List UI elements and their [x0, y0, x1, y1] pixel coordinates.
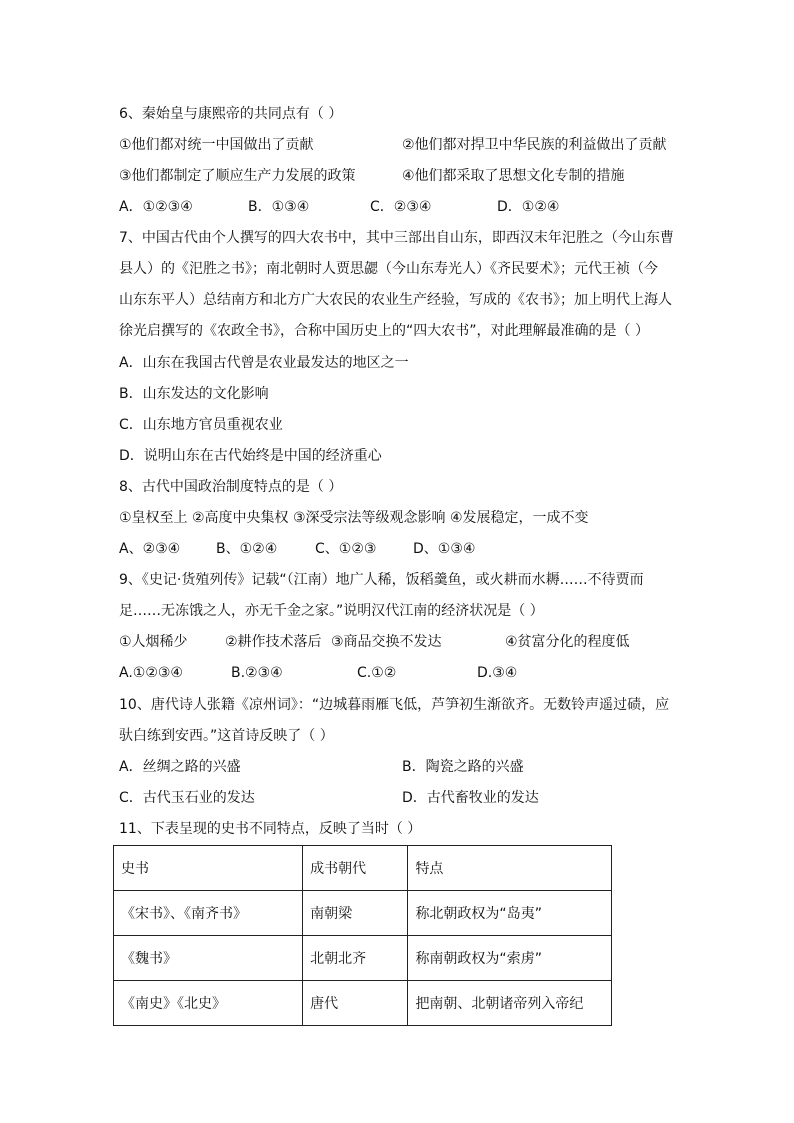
q9-option-1: ①人烟稀少: [119, 634, 188, 650]
q9-choice-d: D.③④: [477, 665, 518, 681]
q8-choice-a: A、②③④: [119, 541, 181, 557]
table-row: [114, 891, 612, 936]
table-header-cell: 史书: [114, 846, 303, 891]
table-header-cell: 成书朝代: [303, 846, 408, 891]
q6-option-4: ④他们都采取了思想文化专制的措施: [402, 168, 625, 184]
q11-stem: 11、下表呈现的史书不同特点，反映了当时（ ）: [119, 821, 422, 837]
table-row: [114, 981, 612, 1026]
q6-choice-c: C．②③④: [370, 199, 432, 215]
table-cell: 称南朝政权为“索虏”: [408, 936, 612, 981]
table-cell: 北朝北齐: [303, 936, 408, 981]
q8-stem: 8、古代中国政治制度特点的是（ ）: [119, 479, 343, 495]
table-cell: 《宋书》、《南齐书》: [114, 891, 303, 936]
q7-stem-line-4: 徐光启撰写的《农政全书》，合称中国历史上的“四大农书”，对此理解最准确的是（ ）: [119, 323, 649, 339]
q7-stem-line-2: 县人）的《汜胜之书》；南北朝时人贾思勰（今山东寿光人）《齐民要术》；元代王祯（今: [119, 261, 658, 277]
q6-option-3: ③他们都制定了顺应生产力发展的政策: [119, 168, 356, 184]
q9-choice-b: B.②③④: [231, 665, 283, 681]
q7-stem-line-1: 7、中国古代由个人撰写的四大农书中，其中三部出自山东，即西汉末年汜胜之（今山东曹: [119, 230, 674, 246]
table-header-row: [114, 846, 612, 891]
q10-choice-a: A．丝绸之路的兴盛: [119, 759, 241, 775]
q10-choice-d: D．古代畜牧业的发达: [402, 790, 539, 806]
q9-choice-a: A.①②③④: [119, 665, 183, 681]
history-books-table: [113, 845, 612, 1026]
q8-options: ①皇权至上 ②高度中央集权 ③深受宗法等级观念影响 ④发展稳定，一成不变: [119, 510, 589, 526]
q6-choice-b: B．①③④: [248, 199, 310, 215]
table-cell: 南朝梁: [303, 891, 408, 936]
q9-option-3: ③商品交换不发达: [331, 634, 442, 650]
q9-choice-c: C.①②: [357, 665, 397, 681]
table-row: [114, 936, 612, 981]
q6-stem: 6、秦始皇与康熙帝的共同点有（ ）: [119, 106, 343, 122]
table-header-cell: 特点: [408, 846, 612, 891]
table-cell: 唐代: [303, 981, 408, 1026]
q9-option-4: ④贫富分化的程度低: [505, 634, 630, 650]
q7-choice-d: D．说明山东在古代始终是中国的经济重心: [119, 448, 382, 464]
q9-option-2: ②耕作技术落后: [225, 634, 322, 650]
table-cell: 把南朝、北朝诸帝列入帝纪: [408, 981, 612, 1026]
q8-choice-b: B、①②④: [216, 541, 278, 557]
q6-option-2: ②他们都对捍卫中华民族的利益做出了贡献: [402, 137, 667, 153]
q9-stem-line-2: 足……无冻饿之人，亦无千金之家。”说明汉代江南的经济状况是（ ）: [119, 603, 544, 619]
q10-stem-line-1: 10、唐代诗人张籍《凉州词》：“边城暮雨雁飞低，芦笋初生渐欲齐。无数铃声遥过碛，应: [119, 697, 670, 713]
q7-choice-c: C．山东地方官员重视农业: [119, 417, 283, 433]
q10-stem-line-2: 驮白练到安西。”这首诗反映了（ ）: [119, 728, 334, 744]
q10-choice-b: B．陶瓷之路的兴盛: [402, 759, 524, 775]
q6-option-1: ①他们都对统一中国做出了贡献: [119, 137, 314, 153]
q7-choice-a: A．山东在我国古代曾是农业最发达的地区之一: [119, 355, 409, 371]
table-cell: 称北朝政权为“岛夷”: [408, 891, 612, 936]
table-cell: 《南史》《北史》: [114, 981, 303, 1026]
q6-choice-a: A．①②③④: [119, 199, 193, 215]
q8-choice-d: D、①③④: [413, 541, 476, 557]
table-cell: 《魏书》: [114, 936, 303, 981]
q8-choice-c: C、①②③: [315, 541, 377, 557]
q9-stem-line-1: 9、《史记·货殖列传》记载“（江南）地广人稀，饭稻羹鱼，或火耕而水耨……不待贾而: [119, 572, 644, 588]
q6-choice-d: D．①②④: [497, 199, 560, 215]
q7-stem-line-3: 山东东平人）总结南方和北方广大农民的农业生产经验，写成的《农书》；加上明代上海人: [119, 292, 672, 308]
q7-choice-b: B．山东发达的文化影响: [119, 386, 269, 402]
q10-choice-c: C．古代玉石业的发达: [119, 790, 255, 806]
